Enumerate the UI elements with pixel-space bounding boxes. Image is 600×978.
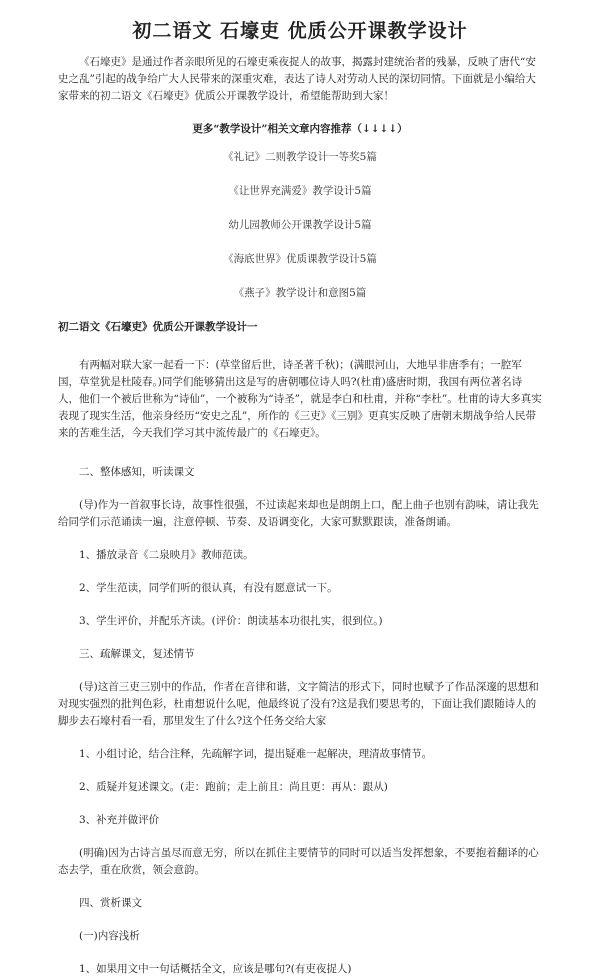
section-title: 初二语文《石壕吏》优质公开课教学设计一: [58, 321, 258, 333]
list-item: 2、学生范读，同学们听的很认真，有没有愿意试一下。: [79, 582, 338, 594]
body-paragraph: (导)这首三吏三别中的作品，作者在音律和谐，文字简洁的形式下，同时也赋予了作品深邃的思想和对现实强烈的批判色彩，杜甫想说什么呢，他最终说了没有?这是我们要思考的，下面让我们跟随诗人的脚步去石壕村看一看，那里发生了什么?这个任务交给大家: [58, 681, 539, 727]
list-item: 2、质疑并复述课文。(走：跑前；走上前且：尚且更：再从：跟从): [79, 781, 388, 793]
body-paragraph-intro: 有两幅对联大家一起看一下：(草堂留后世，诗圣著千秋)；(满眼河山，大地早非唐季有；一腔军国，草堂犹是杜陵春。)同学们能够猜出这是写的唐朝哪位诗人吗?(杜甫)盛唐时期，我国有两位著名诗人，他们一个被后世称为“诗仙”，一个被称为“诗圣”，就是李白和杜甫，并称“李杜”。杜甫的诗大多真实表现了现实生活，他亲身经历“安史之乱”，所作的《三吏》《三别》更真实反映了唐朝末期战争给人民带来的苦难生活，今天我们学习其中流传最广的《石壕吏》。: [58, 359, 542, 439]
recommend-header: 更多“教学设计”相关文章内容推荐（↓↓↓↓）: [192, 123, 408, 135]
section-heading: 四、赏析课文: [79, 897, 142, 909]
list-item: 1、播放录音《二泉映月》教师范读。: [79, 549, 254, 561]
list-item: 3、学生评价，并配乐齐读。(评价：朗读基本功很扎实，很到位。): [79, 615, 383, 627]
recommend-link[interactable]: 《燕子》教学设计和意图5篇: [233, 287, 367, 299]
section-heading: 二、整体感知，听读课文: [79, 466, 195, 478]
intro-paragraph: 《石壕吏》是通过作者亲眼所见的石壕吏乘夜捉人的故事，揭露封建统治者的残暴，反映了唐代“安史之乱”引起的战争给广大人民带来的深重灾难，表达了诗人对劳动人民的深切同情。下面就是小编给大家带来的初二语文《石壕吏》优质公开课教学设计，希望能帮助到大家！: [58, 56, 536, 102]
body-paragraph: (明确)因为古诗言虽尽而意无穷，所以在抓住主要情节的同时可以适当发挥想象，不要抱着翻译的心态去学，重在欣赏，领会意韵。: [58, 847, 539, 876]
list-item: 3、补充并做评价: [79, 814, 160, 826]
recommend-links: [58, 149, 542, 301]
recommend-link[interactable]: 《礼记》二则教学设计一等奖5篇: [223, 151, 377, 163]
recommend-link[interactable]: 幼儿园教师公开课教学设计5篇: [228, 219, 372, 231]
page-title: 初二语文 石壕吏 优质公开课教学设计: [132, 20, 468, 42]
body-paragraph: (导)作为一首叙事长诗，故事性很强，不过读起来却也是朗朗上口，配上曲子也别有韵味，请让我先给同学们示范诵读一遍，注意停顿、节奏、及语调变化，大家可默默跟读，准备朗诵。: [58, 499, 539, 528]
recommend-link[interactable]: 《让世界充满爱》教学设计5篇: [228, 185, 372, 197]
list-item: 1、如果用文中一句话概括全文，应该是哪句?(有吏夜捉人): [79, 963, 352, 975]
recommend-link[interactable]: 《海底世界》优质课教学设计5篇: [223, 253, 377, 265]
list-item: 1、小组讨论，结合注释，先疏解字词，提出疑难一起解决，理清故事情节。: [79, 748, 433, 760]
sub-heading: (一)内容浅析: [79, 930, 140, 942]
section-heading: 三、疏解课文，复述情节: [79, 648, 195, 660]
